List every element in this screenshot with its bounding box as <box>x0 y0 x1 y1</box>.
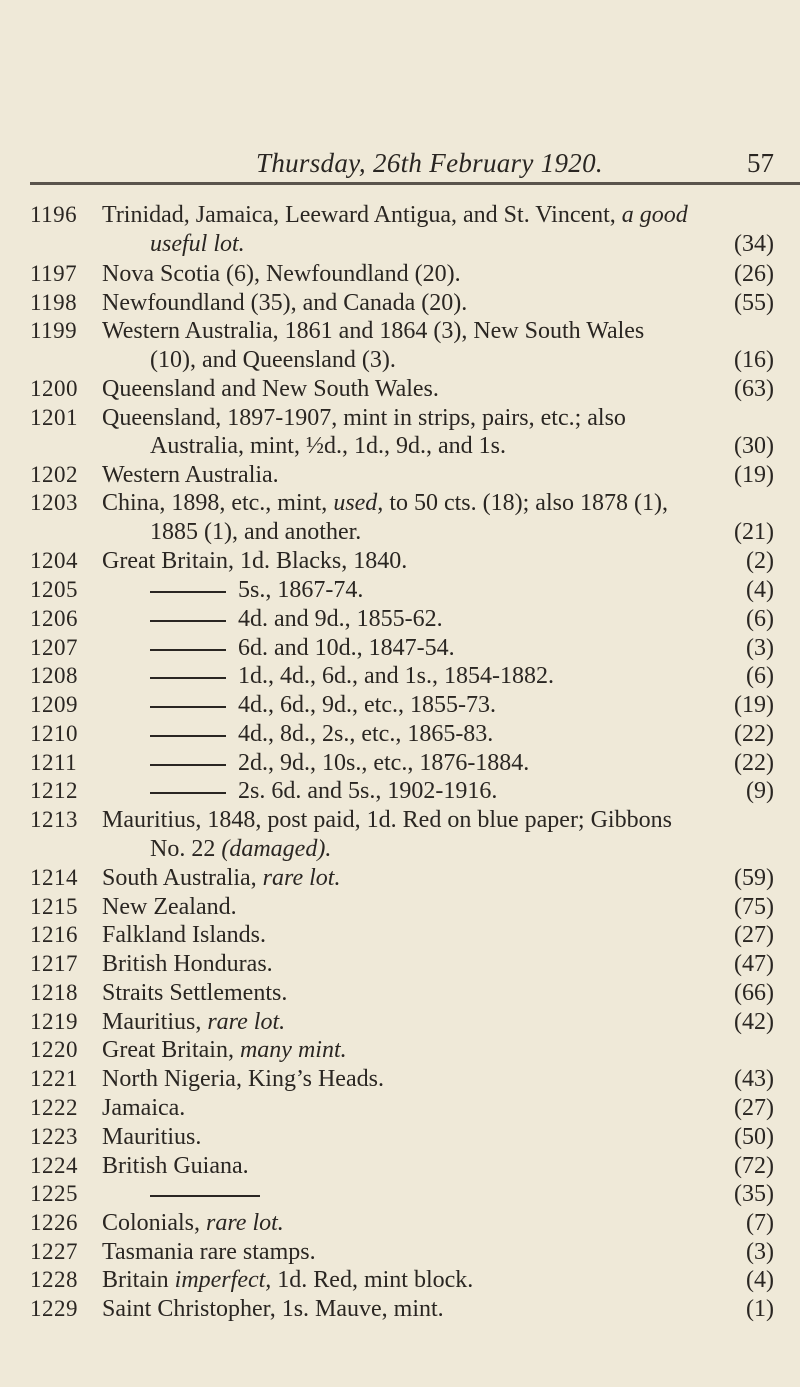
list-item <box>0 489 800 517</box>
lot-description-text: North Nigeria, King’s Heads. <box>102 1066 384 1092</box>
lot-description-text: Newfoundland (35), and Canada (20). <box>102 290 468 316</box>
ditto-dash <box>150 735 226 737</box>
list-item <box>0 1008 800 1036</box>
lot-description <box>102 1036 347 1064</box>
lot-number: 1214 <box>30 865 78 890</box>
lot-description <box>102 1295 444 1323</box>
lot-description <box>102 1123 201 1151</box>
lot-quantity: (47) <box>734 951 774 977</box>
lot-description-text: Great Britain, <box>102 1037 234 1063</box>
list-item <box>0 1295 800 1323</box>
lot-number: 1202 <box>30 462 78 487</box>
lot-quantity: (55) <box>734 290 774 316</box>
lot-description-text: China, 1898, etc., mint, <box>102 490 328 516</box>
lot-quantity: (2) <box>746 548 774 574</box>
lot-number: 1207 <box>30 635 78 660</box>
list-item <box>0 375 800 403</box>
lot-number: 1217 <box>30 951 78 976</box>
lot-description-text: Jamaica. <box>102 1095 186 1121</box>
ditto-dash <box>150 591 226 593</box>
lot-description <box>102 1266 473 1294</box>
list-item <box>0 605 800 633</box>
lot-quantity: (7) <box>746 1210 774 1236</box>
list-item <box>0 1094 800 1122</box>
lot-quantity: (3) <box>746 635 774 661</box>
lot-quantity: (27) <box>734 922 774 948</box>
lot-description: 4d., 6d., 9d., etc., 1855-73. <box>238 692 496 718</box>
lot-quantity: (35) <box>734 1181 774 1207</box>
list-item <box>0 576 800 604</box>
list-item <box>0 346 800 374</box>
lot-number: 1224 <box>30 1153 78 1178</box>
lot-description-text: Australia, mint, ½d., 1d., 9d., and 1s. <box>150 433 506 459</box>
list-item <box>0 1266 800 1294</box>
ditto-dash <box>150 649 226 651</box>
lot-description <box>102 1152 249 1180</box>
lot-number: 1229 <box>30 1296 78 1321</box>
lot-description <box>102 404 626 432</box>
lot-number: 1204 <box>30 548 78 573</box>
list-item <box>0 547 800 575</box>
header-rule <box>30 182 800 185</box>
lot-description-continued <box>150 432 506 460</box>
lot-quantity: (4) <box>746 1267 774 1293</box>
list-item <box>0 1238 800 1266</box>
lot-description-text: Falkland Islands. <box>102 922 266 948</box>
lot-description-italic: (damaged). <box>215 836 332 862</box>
lot-description: 1d., 4d., 6d., and 1s., 1854-1882. <box>238 663 554 689</box>
lot-description <box>102 893 237 921</box>
lot-description-text: New Zealand. <box>102 894 237 920</box>
lot-quantity: (59) <box>734 865 774 891</box>
lot-quantity: (19) <box>734 462 774 488</box>
lot-number: 1205 <box>30 577 78 602</box>
lot-quantity: (26) <box>734 261 774 287</box>
list-item <box>0 691 800 719</box>
lot-number: 1223 <box>30 1124 78 1149</box>
lot-description-text: No. 22 <box>150 836 216 862</box>
lot-description-text: Colonials, <box>102 1210 201 1236</box>
lot-description-italic: rare lot. <box>201 1009 286 1035</box>
lot-description <box>102 979 287 1007</box>
lot-description-text: 1885 (1), and another. <box>150 519 362 545</box>
lot-number: 1222 <box>30 1095 78 1120</box>
lot-number: 1213 <box>30 807 78 832</box>
lot-description-text: useful lot. <box>150 231 245 257</box>
list-item <box>0 749 800 777</box>
list-item <box>0 864 800 892</box>
lot-description-continued <box>150 518 361 546</box>
lot-description-text: Straits Settlements. <box>102 980 288 1006</box>
lot-description <box>102 1065 384 1093</box>
lot-description: 4d., 8d., 2s., etc., 1865-83. <box>238 721 494 747</box>
lot-number: 1226 <box>30 1210 78 1235</box>
lot-number: 1210 <box>30 721 78 746</box>
ditto-dash <box>150 706 226 708</box>
lot-description-continued <box>150 346 396 374</box>
lot-number: 1221 <box>30 1066 78 1091</box>
lot-description: 6d. and 10d., 1847-54. <box>238 635 455 661</box>
lot-description: 2s. 6d. and 5s., 1902-1916. <box>238 778 498 804</box>
lot-description <box>102 317 644 345</box>
lot-description <box>102 201 688 229</box>
lot-description-italic: rare lot. <box>256 865 341 891</box>
lot-description-text: to 50 cts. (18); also 1878 (1), <box>383 490 668 516</box>
lot-quantity: (22) <box>734 750 774 776</box>
lot-number: 1196 <box>30 202 78 227</box>
lot-description <box>102 1094 185 1122</box>
ditto-dash <box>150 764 226 766</box>
lot-description-text: Nova Scotia (6), Newfoundland (20). <box>102 261 461 287</box>
list-item <box>0 1180 800 1208</box>
lot-description <box>102 806 672 834</box>
lot-number: 1203 <box>30 490 78 515</box>
lot-number: 1219 <box>30 1009 78 1034</box>
lot-number: 1225 <box>30 1181 78 1206</box>
lot-description-italic: used, <box>327 490 384 516</box>
list-item <box>0 950 800 978</box>
lot-number: 1197 <box>30 261 78 286</box>
list-item <box>0 662 800 690</box>
lot-description <box>102 260 461 288</box>
list-item <box>0 979 800 1007</box>
list-item <box>0 835 800 863</box>
list-item <box>0 1065 800 1093</box>
lot-quantity: (43) <box>734 1066 774 1092</box>
ditto-dash <box>150 677 226 679</box>
list-item <box>0 260 800 288</box>
lot-number: 1212 <box>30 778 78 803</box>
lot-quantity: (75) <box>734 894 774 920</box>
lot-number: 1198 <box>30 290 78 315</box>
lot-description-italic: many mint. <box>233 1037 347 1063</box>
list-item <box>0 893 800 921</box>
page-number: 57 <box>747 148 774 178</box>
lot-description-text: Mauritius. <box>102 1124 202 1150</box>
lot-quantity: (72) <box>734 1153 774 1179</box>
ditto-dash <box>150 792 226 794</box>
page-title: Thursday, 26th February 1920. <box>256 148 603 178</box>
lot-quantity: (6) <box>746 663 774 689</box>
lot-quantity: (19) <box>734 692 774 718</box>
lot-number: 1215 <box>30 894 78 919</box>
lot-quantity: (6) <box>746 606 774 632</box>
lot-description-text: 1d. Red, mint block. <box>271 1267 474 1293</box>
lot-description-italic: a good <box>615 202 688 228</box>
lot-description-text: (10), and Queensland (3). <box>150 347 396 373</box>
list-item <box>0 1209 800 1237</box>
lot-quantity: (3) <box>746 1239 774 1265</box>
lot-quantity: (34) <box>734 231 774 257</box>
lot-description-text: Tasmania rare stamps. <box>102 1239 316 1265</box>
lot-description-text: Queensland, 1897-1907, mint in strips, pairs, etc.; also <box>102 405 626 431</box>
lot-quantity: (66) <box>734 980 774 1006</box>
lot-number: 1216 <box>30 922 78 947</box>
list-item <box>0 777 800 805</box>
lot-number: 1227 <box>30 1239 78 1264</box>
ditto-dash <box>150 1195 260 1197</box>
lot-number: 1209 <box>30 692 78 717</box>
list-item <box>0 1036 800 1064</box>
lot-number: 1200 <box>30 376 78 401</box>
lot-description <box>102 864 340 892</box>
lot-description-text: Great Britain, 1d. Blacks, 1840. <box>102 548 408 574</box>
lot-description-italic: imperfect, <box>168 1267 272 1293</box>
lot-description: 2d., 9d., 10s., etc., 1876-1884. <box>238 750 530 776</box>
lot-description <box>102 375 439 403</box>
list-item <box>0 432 800 460</box>
list-item <box>0 289 800 317</box>
lot-description-text: Britain <box>102 1267 169 1293</box>
list-item <box>0 201 800 229</box>
lot-number: 1211 <box>30 750 78 775</box>
list-item <box>0 404 800 432</box>
lot-description <box>102 921 266 949</box>
list-item <box>0 317 800 345</box>
lot-description-text: Queensland and New South Wales. <box>102 376 439 402</box>
lot-quantity: (27) <box>734 1095 774 1121</box>
lot-description <box>102 547 407 575</box>
list-item <box>0 806 800 834</box>
lot-quantity: (9) <box>746 778 774 804</box>
lot-description <box>102 1008 285 1036</box>
lot-quantity: (4) <box>746 577 774 603</box>
lot-description-text: Western Australia. <box>102 462 279 488</box>
lot-description <box>102 289 467 317</box>
lot-description <box>102 1209 284 1237</box>
lot-quantity: (16) <box>734 347 774 373</box>
lot-description <box>102 1238 316 1266</box>
lot-description <box>102 489 668 517</box>
lot-number: 1201 <box>30 405 78 430</box>
lot-quantity: (30) <box>734 433 774 459</box>
list-item <box>0 1152 800 1180</box>
lot-description-continued <box>150 835 331 863</box>
lot-number: 1199 <box>30 318 78 343</box>
list-item <box>0 230 800 258</box>
lot-number: 1206 <box>30 606 78 631</box>
list-item <box>0 518 800 546</box>
lot-description-text: Mauritius, 1848, post paid, 1d. Red on blue paper; Gibbons <box>102 807 672 833</box>
ditto-dash <box>150 620 226 622</box>
lot-description-text: Western Australia, 1861 and 1864 (3), New South Wales <box>102 318 645 344</box>
lot-description <box>102 950 273 978</box>
lot-number: 1208 <box>30 663 78 688</box>
lot-description-continued <box>150 230 245 258</box>
lot-quantity: (1) <box>746 1296 774 1322</box>
list-item <box>0 634 800 662</box>
lot-description-text: Saint Christopher, 1s. Mauve, mint. <box>102 1296 444 1322</box>
lot-number: 1220 <box>30 1037 78 1062</box>
lot-quantity: (50) <box>734 1124 774 1150</box>
list-item <box>0 720 800 748</box>
list-item <box>0 1123 800 1151</box>
lot-number: 1218 <box>30 980 78 1005</box>
lot-description: 5s., 1867-74. <box>238 577 364 603</box>
lot-description-italic: rare lot. <box>200 1210 284 1236</box>
lot-number: 1228 <box>30 1267 78 1292</box>
lot-description-text: South Australia, <box>102 865 257 891</box>
list-item <box>0 461 800 489</box>
lot-description-text: Trinidad, Jamaica, Leeward Antigua, and St. Vincent, <box>102 202 616 228</box>
lot-quantity: (21) <box>734 519 774 545</box>
lot-quantity: (42) <box>734 1009 774 1035</box>
lot-description <box>102 461 279 489</box>
list-item <box>0 921 800 949</box>
lot-description-text: Mauritius, <box>102 1009 202 1035</box>
lot-description-text: British Honduras. <box>102 951 273 977</box>
lot-description: 4d. and 9d., 1855-62. <box>238 606 443 632</box>
lot-description-text: British Guiana. <box>102 1153 249 1179</box>
lot-quantity: (63) <box>734 376 774 402</box>
lot-quantity: (22) <box>734 721 774 747</box>
